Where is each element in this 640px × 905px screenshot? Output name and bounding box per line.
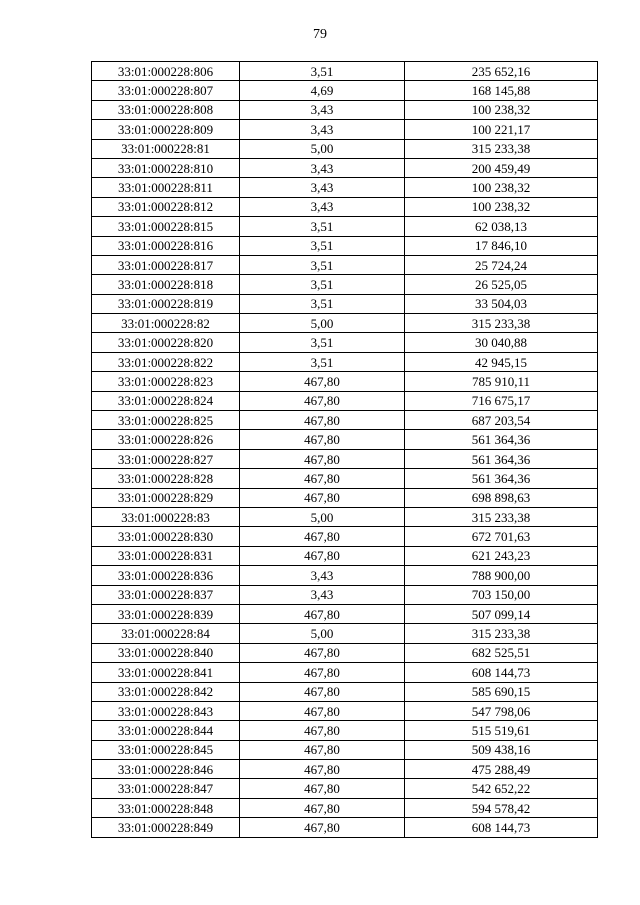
table-row: [92, 527, 598, 546]
table-row: [92, 449, 598, 468]
cadastral-number-cell: 33:01:000228:824: [92, 391, 240, 410]
value-cell: 200 459,49: [405, 158, 598, 177]
cadastral-number-cell: 33:01:000228:843: [92, 701, 240, 720]
value-cell: 235 652,16: [405, 62, 598, 81]
rate-cell: 3,51: [240, 217, 405, 236]
rate-cell: 467,80: [240, 721, 405, 740]
value-cell: 42 945,15: [405, 352, 598, 371]
table-row: [92, 100, 598, 119]
rate-cell: 3,51: [240, 275, 405, 294]
table-row: [92, 314, 598, 333]
value-cell: 100 238,32: [405, 100, 598, 119]
cadastral-number-cell: 33:01:000228:819: [92, 294, 240, 313]
value-cell: 585 690,15: [405, 682, 598, 701]
cadastral-number-cell: 33:01:000228:847: [92, 779, 240, 798]
cadastral-number-cell: 33:01:000228:811: [92, 178, 240, 197]
cadastral-number-cell: 33:01:000228:820: [92, 333, 240, 352]
table-row: [92, 333, 598, 352]
table-row: [92, 643, 598, 662]
table-body: [92, 62, 598, 838]
rate-cell: 5,00: [240, 139, 405, 158]
table-row: [92, 663, 598, 682]
rate-cell: 3,51: [240, 333, 405, 352]
value-cell: 315 233,38: [405, 624, 598, 643]
table-row: [92, 546, 598, 565]
cadastral-number-cell: 33:01:000228:827: [92, 449, 240, 468]
cadastral-number-cell: 33:01:000228:822: [92, 352, 240, 371]
rate-cell: 3,43: [240, 178, 405, 197]
table-row: [92, 721, 598, 740]
rate-cell: 467,80: [240, 430, 405, 449]
cadastral-number-cell: 33:01:000228:812: [92, 197, 240, 216]
rate-cell: 467,80: [240, 391, 405, 410]
cadastral-number-cell: 33:01:000228:830: [92, 527, 240, 546]
cadastral-number-cell: 33:01:000228:831: [92, 546, 240, 565]
cadastral-number-cell: 33:01:000228:809: [92, 120, 240, 139]
rate-cell: 467,80: [240, 643, 405, 662]
cadastral-number-cell: 33:01:000228:807: [92, 81, 240, 100]
rate-cell: 3,51: [240, 62, 405, 81]
rate-cell: 5,00: [240, 314, 405, 333]
value-cell: 716 675,17: [405, 391, 598, 410]
value-cell: 561 364,36: [405, 449, 598, 468]
table-row: [92, 740, 598, 759]
value-cell: 17 846,10: [405, 236, 598, 255]
cadastral-number-cell: 33:01:000228:825: [92, 411, 240, 430]
cadastral-number-cell: 33:01:000228:81: [92, 139, 240, 158]
value-cell: 621 243,23: [405, 546, 598, 565]
value-cell: 542 652,22: [405, 779, 598, 798]
cadastral-value-table: [91, 61, 598, 838]
rate-cell: 5,00: [240, 624, 405, 643]
table-row: [92, 197, 598, 216]
cadastral-number-cell: 33:01:000228:810: [92, 158, 240, 177]
cadastral-number-cell: 33:01:000228:816: [92, 236, 240, 255]
cadastral-number-cell: 33:01:000228:815: [92, 217, 240, 236]
rate-cell: 467,80: [240, 411, 405, 430]
value-cell: 698 898,63: [405, 488, 598, 507]
value-cell: 168 145,88: [405, 81, 598, 100]
rate-cell: 3,43: [240, 120, 405, 139]
table-row: [92, 682, 598, 701]
table-row: [92, 217, 598, 236]
rate-cell: 3,43: [240, 585, 405, 604]
rate-cell: 3,51: [240, 255, 405, 274]
rate-cell: 467,80: [240, 682, 405, 701]
cadastral-number-cell: 33:01:000228:844: [92, 721, 240, 740]
rate-cell: 467,80: [240, 449, 405, 468]
value-cell: 682 525,51: [405, 643, 598, 662]
table-row: [92, 701, 598, 720]
table-row: [92, 255, 598, 274]
rate-cell: 3,51: [240, 236, 405, 255]
rate-cell: 467,80: [240, 527, 405, 546]
value-cell: 785 910,11: [405, 372, 598, 391]
value-cell: 507 099,14: [405, 604, 598, 623]
table-row: [92, 178, 598, 197]
cadastral-number-cell: 33:01:000228:845: [92, 740, 240, 759]
rate-cell: 3,51: [240, 294, 405, 313]
cadastral-number-cell: 33:01:000228:840: [92, 643, 240, 662]
rate-cell: 5,00: [240, 507, 405, 526]
table-row: [92, 81, 598, 100]
cadastral-number-cell: 33:01:000228:82: [92, 314, 240, 333]
value-cell: 608 144,73: [405, 818, 598, 837]
rate-cell: 3,43: [240, 100, 405, 119]
value-cell: 561 364,36: [405, 430, 598, 449]
rate-cell: 467,80: [240, 488, 405, 507]
value-cell: 561 364,36: [405, 469, 598, 488]
value-cell: 33 504,03: [405, 294, 598, 313]
table-row: [92, 779, 598, 798]
value-cell: 62 038,13: [405, 217, 598, 236]
rate-cell: 3,43: [240, 158, 405, 177]
cadastral-number-cell: 33:01:000228:849: [92, 818, 240, 837]
value-cell: 515 519,61: [405, 721, 598, 740]
value-cell: 315 233,38: [405, 507, 598, 526]
cadastral-number-cell: 33:01:000228:823: [92, 372, 240, 391]
table-row: [92, 469, 598, 488]
cadastral-number-cell: 33:01:000228:826: [92, 430, 240, 449]
cadastral-number-cell: 33:01:000228:84: [92, 624, 240, 643]
cadastral-number-cell: 33:01:000228:806: [92, 62, 240, 81]
cadastral-number-cell: 33:01:000228:808: [92, 100, 240, 119]
table-row: [92, 507, 598, 526]
table-row: [92, 62, 598, 81]
value-cell: 100 221,17: [405, 120, 598, 139]
rate-cell: 467,80: [240, 546, 405, 565]
rate-cell: 467,80: [240, 604, 405, 623]
value-cell: 100 238,32: [405, 178, 598, 197]
cadastral-number-cell: 33:01:000228:837: [92, 585, 240, 604]
table-row: [92, 624, 598, 643]
value-cell: 100 238,32: [405, 197, 598, 216]
cadastral-number-cell: 33:01:000228:817: [92, 255, 240, 274]
page-number: 79: [313, 27, 327, 42]
table-row: [92, 430, 598, 449]
table-row: [92, 604, 598, 623]
value-cell: 26 525,05: [405, 275, 598, 294]
table-row: [92, 566, 598, 585]
table-row: [92, 139, 598, 158]
value-cell: 687 203,54: [405, 411, 598, 430]
cadastral-number-cell: 33:01:000228:841: [92, 663, 240, 682]
value-cell: 315 233,38: [405, 139, 598, 158]
value-cell: 703 150,00: [405, 585, 598, 604]
table-row: [92, 236, 598, 255]
rate-cell: 467,80: [240, 818, 405, 837]
table-row: [92, 120, 598, 139]
table-row: [92, 158, 598, 177]
value-cell: 608 144,73: [405, 663, 598, 682]
table-row: [92, 818, 598, 837]
value-cell: 594 578,42: [405, 798, 598, 817]
table-row: [92, 411, 598, 430]
rate-cell: 467,80: [240, 740, 405, 759]
cadastral-number-cell: 33:01:000228:836: [92, 566, 240, 585]
rate-cell: 3,51: [240, 352, 405, 371]
rate-cell: 467,80: [240, 663, 405, 682]
value-cell: 547 798,06: [405, 701, 598, 720]
cadastral-number-cell: 33:01:000228:818: [92, 275, 240, 294]
cadastral-number-cell: 33:01:000228:829: [92, 488, 240, 507]
value-cell: 30 040,88: [405, 333, 598, 352]
rate-cell: 3,43: [240, 197, 405, 216]
value-cell: 788 900,00: [405, 566, 598, 585]
rate-cell: 467,80: [240, 779, 405, 798]
value-cell: 315 233,38: [405, 314, 598, 333]
rate-cell: 467,80: [240, 701, 405, 720]
cadastral-number-cell: 33:01:000228:842: [92, 682, 240, 701]
rate-cell: 4,69: [240, 81, 405, 100]
table-row: [92, 372, 598, 391]
cadastral-number-cell: 33:01:000228:83: [92, 507, 240, 526]
table-row: [92, 275, 598, 294]
rate-cell: 467,80: [240, 798, 405, 817]
value-cell: 672 701,63: [405, 527, 598, 546]
cadastral-number-cell: 33:01:000228:828: [92, 469, 240, 488]
table-row: [92, 760, 598, 779]
table-row: [92, 294, 598, 313]
value-cell: 25 724,24: [405, 255, 598, 274]
value-cell: 475 288,49: [405, 760, 598, 779]
cadastral-number-cell: 33:01:000228:848: [92, 798, 240, 817]
table-row: [92, 352, 598, 371]
rate-cell: 467,80: [240, 372, 405, 391]
table-row: [92, 798, 598, 817]
value-cell: 509 438,16: [405, 740, 598, 759]
rate-cell: 3,43: [240, 566, 405, 585]
table-row: [92, 488, 598, 507]
rate-cell: 467,80: [240, 469, 405, 488]
cadastral-number-cell: 33:01:000228:846: [92, 760, 240, 779]
table-row: [92, 391, 598, 410]
rate-cell: 467,80: [240, 760, 405, 779]
cadastral-number-cell: 33:01:000228:839: [92, 604, 240, 623]
table-row: [92, 585, 598, 604]
